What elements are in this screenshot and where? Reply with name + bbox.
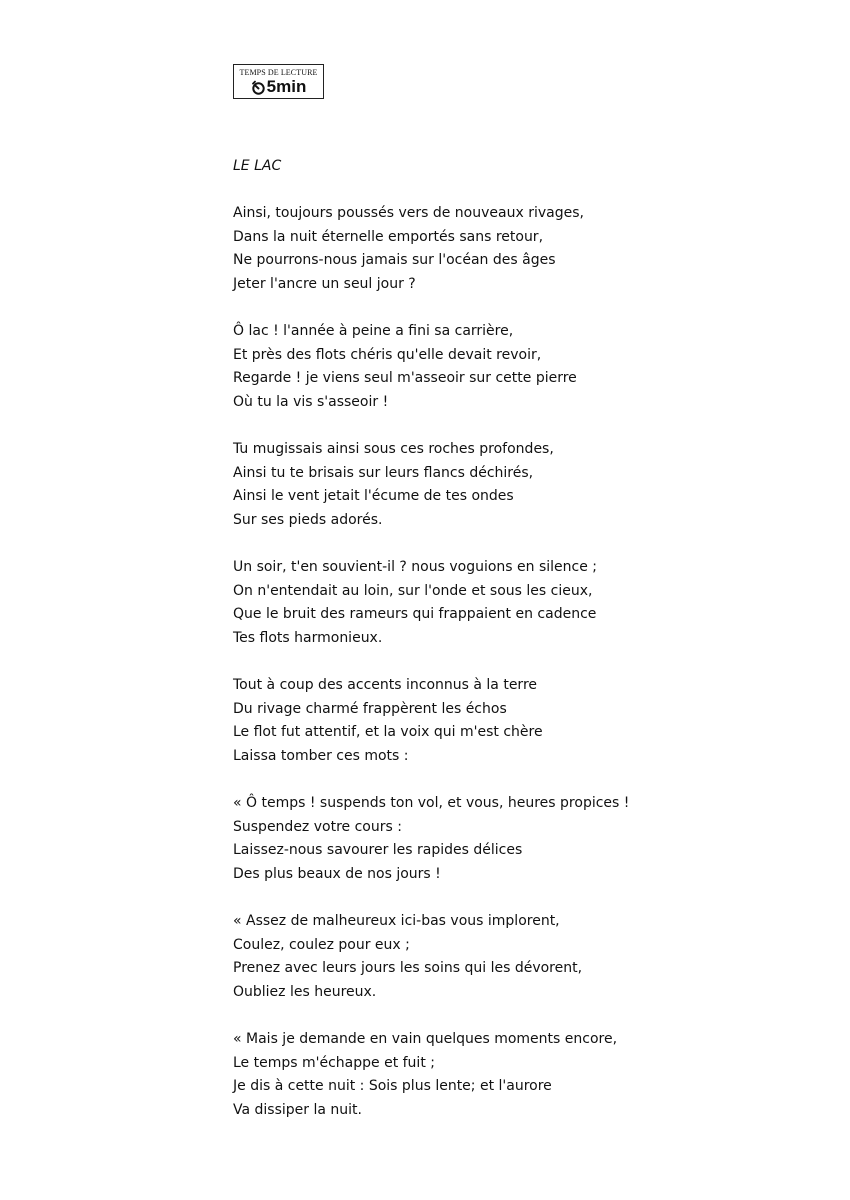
poem-line: Ainsi tu te brisais sur leurs flancs déchirés, <box>233 464 534 481</box>
poem-line: Oubliez les heureux. <box>233 983 377 1000</box>
stanza <box>233 202 793 296</box>
poem-line: Ainsi le vent jetait l'écume de tes ondes <box>233 488 514 505</box>
poem-line: Ne pourrons-nous jamais sur l'océan des âges <box>233 252 556 269</box>
poem-line: Va dissiper la nuit. <box>233 1101 362 1118</box>
stanza <box>233 556 793 650</box>
poem-title: LE LAC <box>233 158 282 174</box>
poem-body <box>233 202 793 1122</box>
poem-line: Un soir, t'en souvient-il ? nous voguions en silence ; <box>233 559 598 576</box>
poem-line: « Mais je demande en vain quelques moments encore, <box>233 1030 618 1047</box>
stanza <box>233 674 793 768</box>
poem-line: Laissa tomber ces mots : <box>233 747 409 764</box>
poem-line: Ainsi, toujours poussés vers de nouveaux rivages, <box>233 205 584 222</box>
poem-line: Des plus beaux de nos jours ! <box>233 865 441 882</box>
poem-line: Du rivage charmé frappèrent les échos <box>233 700 507 717</box>
poem-line: Prenez avec leurs jours les soins qui les dévorent, <box>233 960 583 977</box>
reading-time-row <box>234 78 323 96</box>
stanza <box>233 1028 793 1122</box>
reading-time-badge <box>233 64 324 99</box>
reading-time-label: TEMPS DE LECTURE <box>239 68 318 77</box>
poem-line: Et près des flots chéris qu'elle devait revoir, <box>233 346 542 363</box>
stanza <box>233 910 793 1004</box>
poem-line: Regarde ! je viens seul m'asseoir sur cette pierre <box>233 370 577 387</box>
poem-line: Dans la nuit éternelle emportés sans retour, <box>233 228 544 245</box>
reading-time-value: 5min <box>266 77 307 96</box>
poem-line: Sur ses pieds adorés. <box>233 511 383 528</box>
poem-line: Ô lac ! l'année à peine a fini sa carrière, <box>233 323 514 340</box>
stanza <box>233 438 793 532</box>
stanza <box>233 792 793 886</box>
poem-line: Tes flots harmonieux. <box>233 629 383 646</box>
poem-line: Tout à coup des accents inconnus à la terre <box>233 677 538 694</box>
poem-line: Que le bruit des rameurs qui frappaient en cadence <box>233 606 597 623</box>
poem-line: Où tu la vis s'asseoir ! <box>233 393 389 410</box>
poem <box>233 155 793 1146</box>
poem-line: Le flot fut attentif, et la voix qui m'est chère <box>233 724 543 741</box>
poem-line: Tu mugissais ainsi sous ces roches profondes, <box>233 441 554 458</box>
poem-line: Coulez, coulez pour eux ; <box>233 936 410 953</box>
stopwatch-icon <box>251 80 266 95</box>
poem-line: « Ô temps ! suspends ton vol, et vous, heures propices ! <box>233 795 630 812</box>
poem-line: Je dis à cette nuit : Sois plus lente; et l'aurore <box>233 1078 552 1095</box>
poem-line: Jeter l'ancre un seul jour ? <box>233 275 416 292</box>
stanza <box>233 320 793 414</box>
poem-line: On n'entendait au loin, sur l'onde et sous les cieux, <box>233 582 593 599</box>
poem-line: Le temps m'échappe et fuit ; <box>233 1054 435 1071</box>
poem-line: « Assez de malheureux ici-bas vous implorent, <box>233 913 560 929</box>
poem-line: Suspendez votre cours : <box>233 818 402 835</box>
poem-line: Laissez-nous savourer les rapides délices <box>233 842 523 859</box>
